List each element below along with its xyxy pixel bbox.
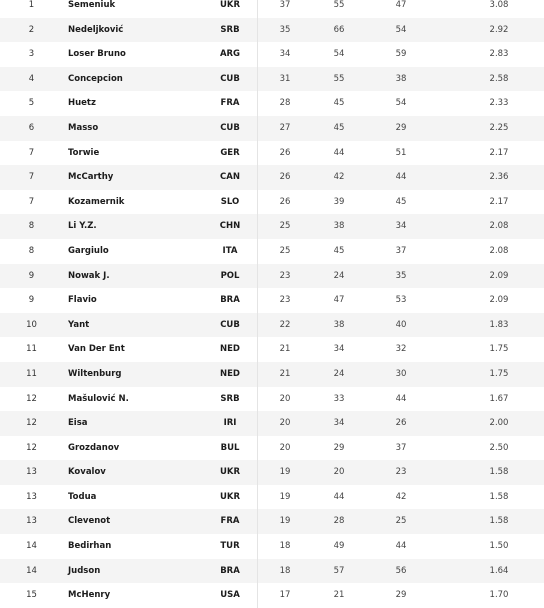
- stat-cell-1: 23: [279, 295, 291, 306]
- stat-cell-4: 1.50: [489, 541, 509, 552]
- column-divider: [257, 42, 258, 67]
- stat-cell-3: 44: [395, 393, 407, 404]
- stat-cell-2: 38: [333, 319, 345, 330]
- stat-cell-3: 47: [395, 0, 407, 10]
- player-name-cell: Kozamernik: [68, 196, 125, 207]
- rank-cell: 6: [28, 122, 35, 133]
- stat-cell-1: 18: [279, 541, 291, 552]
- stat-cell-3: 37: [395, 442, 407, 453]
- country-code-cell: SRB: [220, 24, 240, 35]
- rank-cell: 7: [28, 147, 35, 158]
- rank-cell: 7: [28, 196, 35, 207]
- stat-cell-2: 21: [333, 590, 345, 601]
- stat-cell-1: 37: [279, 0, 291, 10]
- country-code-cell: BRA: [220, 295, 240, 306]
- stat-cell-3: 23: [395, 467, 407, 478]
- stat-cell-2: 24: [333, 270, 345, 281]
- stat-cell-4: 3.08: [489, 0, 509, 10]
- rank-cell: 13: [26, 516, 37, 527]
- stat-cell-1: 26: [279, 196, 291, 207]
- stat-cell-1: 27: [279, 122, 291, 133]
- table-row[interactable]: [0, 264, 544, 289]
- rank-cell: 13: [26, 467, 37, 478]
- player-name-cell: Judson: [68, 565, 101, 576]
- table-row[interactable]: [0, 141, 544, 166]
- country-code-cell: BUL: [220, 442, 240, 453]
- player-name-cell: Nowak J.: [68, 270, 110, 281]
- country-code-cell: CUB: [220, 122, 240, 133]
- rank-cell: 9: [28, 270, 35, 281]
- country-code-cell: FRA: [220, 98, 240, 109]
- column-divider: [257, 18, 258, 43]
- stat-cell-4: 2.00: [489, 418, 509, 429]
- stat-cell-4: 2.25: [489, 122, 509, 133]
- stat-cell-4: 2.92: [489, 24, 509, 35]
- stat-cell-1: 18: [279, 565, 291, 576]
- stat-cell-1: 21: [279, 344, 291, 355]
- column-divider: [257, 485, 258, 510]
- country-code-cell: CUB: [220, 73, 240, 84]
- table-row[interactable]: [0, 67, 544, 92]
- player-name-cell: Masso: [68, 122, 99, 133]
- column-divider: [257, 534, 258, 559]
- rank-cell: 11: [26, 344, 37, 355]
- stat-cell-1: 34: [279, 49, 291, 60]
- rank-cell: 12: [26, 393, 37, 404]
- stat-cell-2: 54: [333, 49, 345, 60]
- player-name-cell: Yant: [68, 319, 90, 330]
- rank-cell: 7: [28, 172, 35, 183]
- player-name-cell: Eisa: [68, 418, 88, 429]
- stat-cell-3: 37: [395, 245, 407, 256]
- stat-cell-3: 53: [395, 295, 407, 306]
- stat-cell-2: 44: [333, 147, 345, 158]
- stat-cell-4: 2.17: [489, 196, 509, 207]
- stat-cell-2: 47: [333, 295, 345, 306]
- player-name-cell: Nedeljković: [68, 24, 124, 35]
- player-name-cell: Grozdanov: [68, 442, 120, 453]
- stat-cell-4: 1.64: [489, 565, 509, 576]
- stat-cell-3: 25: [395, 516, 407, 527]
- stat-cell-1: 20: [279, 393, 291, 404]
- stat-cell-1: 31: [279, 73, 291, 84]
- player-name-cell: Kovalov: [68, 467, 106, 478]
- stat-cell-2: 39: [333, 196, 345, 207]
- table-row[interactable]: [0, 18, 544, 43]
- stat-cell-2: 33: [333, 393, 345, 404]
- stat-cell-4: 2.17: [489, 147, 509, 158]
- stat-cell-1: 21: [279, 368, 291, 379]
- stat-cell-4: 2.09: [489, 295, 509, 306]
- player-name-cell: Semeniuk: [68, 0, 116, 10]
- country-code-cell: UKR: [219, 0, 241, 10]
- column-divider: [257, 436, 258, 461]
- player-name-cell: Li Y.Z.: [68, 221, 97, 232]
- table-row[interactable]: [0, 559, 544, 584]
- country-code-cell: POL: [220, 270, 240, 281]
- stat-cell-2: 24: [333, 368, 345, 379]
- stat-cell-1: 26: [279, 147, 291, 158]
- stat-cell-4: 2.33: [489, 98, 509, 109]
- rank-cell: 14: [26, 541, 37, 552]
- stat-cell-1: 25: [279, 221, 291, 232]
- stat-cell-2: 45: [333, 122, 345, 133]
- player-name-cell: Concepcion: [68, 73, 123, 84]
- stat-cell-3: 34: [395, 221, 407, 232]
- stat-cell-1: 23: [279, 270, 291, 281]
- table-row[interactable]: [0, 190, 544, 215]
- column-divider: [257, 0, 258, 18]
- stat-cell-4: 2.83: [489, 49, 509, 60]
- stat-cell-1: 19: [279, 491, 291, 502]
- column-divider: [257, 116, 258, 141]
- country-code-cell: CAN: [220, 172, 240, 183]
- rank-cell: 14: [26, 565, 37, 576]
- column-divider: [257, 214, 258, 239]
- stat-cell-3: 35: [395, 270, 407, 281]
- stat-cell-3: 40: [395, 319, 407, 330]
- stat-cell-2: 20: [333, 467, 345, 478]
- column-divider: [257, 67, 258, 92]
- column-divider: [257, 337, 258, 362]
- table-row[interactable]: [0, 583, 544, 608]
- stat-cell-3: 44: [395, 541, 407, 552]
- rank-cell: 3: [28, 49, 35, 60]
- column-divider: [257, 559, 258, 584]
- player-name-cell: Van Der Ent: [68, 344, 125, 355]
- stat-cell-1: 28: [279, 98, 291, 109]
- country-code-cell: CUB: [220, 319, 240, 330]
- table-row[interactable]: [0, 337, 544, 362]
- table-row[interactable]: [0, 239, 544, 264]
- rank-cell: 12: [26, 418, 37, 429]
- country-code-cell: IRI: [223, 418, 237, 429]
- stat-cell-1: 22: [279, 319, 291, 330]
- country-code-cell: USA: [220, 590, 240, 601]
- stat-cell-2: 57: [333, 565, 345, 576]
- stat-cell-2: 45: [333, 98, 345, 109]
- stat-cell-1: 20: [279, 442, 291, 453]
- stat-cell-2: 34: [333, 418, 345, 429]
- stat-cell-3: 38: [395, 73, 407, 84]
- rank-cell: 9: [28, 295, 35, 306]
- stat-cell-3: 44: [395, 172, 407, 183]
- player-name-cell: Gargiulo: [68, 245, 109, 256]
- stat-cell-1: 35: [279, 24, 291, 35]
- stat-cell-2: 38: [333, 221, 345, 232]
- stat-cell-3: 32: [395, 344, 407, 355]
- table-row[interactable]: [0, 362, 544, 387]
- table-row[interactable]: [0, 116, 544, 141]
- column-divider: [257, 288, 258, 313]
- player-name-cell: Loser Bruno: [68, 49, 126, 60]
- rank-cell: 11: [26, 368, 37, 379]
- table-row[interactable]: [0, 436, 544, 461]
- country-code-cell: CHN: [219, 221, 241, 232]
- stat-cell-2: 66: [333, 24, 345, 35]
- stat-cell-1: 25: [279, 245, 291, 256]
- table-row[interactable]: [0, 288, 544, 313]
- stat-cell-3: 29: [395, 122, 407, 133]
- rank-cell: 12: [26, 442, 37, 453]
- column-divider: [257, 460, 258, 485]
- stat-cell-4: 1.75: [489, 368, 509, 379]
- stat-cell-3: 56: [395, 565, 407, 576]
- rank-cell: 8: [28, 221, 35, 232]
- stat-cell-2: 49: [333, 541, 345, 552]
- stat-cell-3: 26: [395, 418, 407, 429]
- player-name-cell: Huetz: [68, 98, 96, 109]
- country-code-cell: NED: [220, 344, 240, 355]
- table-row[interactable]: [0, 42, 544, 67]
- player-name-cell: Todua: [68, 491, 97, 502]
- player-name-cell: Mašulović N.: [68, 393, 129, 404]
- country-code-cell: NED: [220, 368, 240, 379]
- country-code-cell: TUR: [220, 541, 240, 552]
- table-row[interactable]: [0, 313, 544, 338]
- country-code-cell: UKR: [219, 491, 241, 502]
- stat-cell-2: 55: [333, 73, 345, 84]
- table-row[interactable]: [0, 509, 544, 534]
- column-divider: [257, 165, 258, 190]
- stat-cell-2: 55: [333, 0, 345, 10]
- rank-cell: 2: [28, 24, 35, 35]
- stat-cell-3: 59: [395, 49, 407, 60]
- stat-cell-4: 2.50: [489, 442, 509, 453]
- column-divider: [257, 264, 258, 289]
- stat-cell-3: 30: [395, 368, 407, 379]
- column-divider: [257, 411, 258, 436]
- player-name-cell: Bedirhan: [68, 541, 112, 552]
- stat-cell-4: 1.83: [489, 319, 509, 330]
- stat-cell-3: 42: [395, 491, 407, 502]
- stat-cell-4: 1.70: [489, 590, 509, 601]
- table-row[interactable]: [0, 214, 544, 239]
- column-divider: [257, 239, 258, 264]
- country-code-cell: FRA: [220, 516, 240, 527]
- stat-cell-4: 1.58: [489, 516, 509, 527]
- player-name-cell: Flavio: [68, 295, 97, 306]
- stat-cell-2: 29: [333, 442, 345, 453]
- country-code-cell: ARG: [219, 49, 241, 60]
- stat-cell-2: 34: [333, 344, 345, 355]
- stat-cell-2: 42: [333, 172, 345, 183]
- player-name-cell: Clevenot: [68, 516, 111, 527]
- player-name-cell: Torwie: [68, 147, 100, 158]
- stat-cell-1: 17: [279, 590, 291, 601]
- table-row[interactable]: [0, 91, 544, 116]
- rank-cell: 13: [26, 491, 37, 502]
- stat-cell-3: 51: [395, 147, 407, 158]
- stat-cell-3: 54: [395, 98, 407, 109]
- stat-cell-4: 1.58: [489, 491, 509, 502]
- rank-cell: 8: [28, 245, 35, 256]
- player-name-cell: Wiltenburg: [68, 368, 122, 379]
- table-row[interactable]: [0, 534, 544, 559]
- stat-cell-1: 19: [279, 467, 291, 478]
- country-code-cell: BRA: [220, 565, 240, 576]
- stat-cell-3: 29: [395, 590, 407, 601]
- country-code-cell: UKR: [219, 467, 241, 478]
- stat-cell-4: 2.09: [489, 270, 509, 281]
- stat-cell-4: 2.36: [489, 172, 509, 183]
- column-divider: [257, 141, 258, 166]
- stat-cell-2: 45: [333, 245, 345, 256]
- country-code-cell: SRB: [220, 393, 240, 404]
- stat-cell-4: 2.08: [489, 245, 509, 256]
- stat-cell-4: 2.08: [489, 221, 509, 232]
- column-divider: [257, 509, 258, 534]
- column-divider: [257, 91, 258, 116]
- stat-cell-1: 19: [279, 516, 291, 527]
- country-code-cell: SLO: [220, 196, 240, 207]
- stat-cell-4: 1.58: [489, 467, 509, 478]
- column-divider: [257, 362, 258, 387]
- table-row[interactable]: [0, 460, 544, 485]
- table-row[interactable]: [0, 411, 544, 436]
- column-divider: [257, 313, 258, 338]
- stat-cell-2: 28: [333, 516, 345, 527]
- rank-cell: 10: [26, 319, 37, 330]
- rank-cell: 15: [26, 590, 37, 601]
- player-name-cell: McCarthy: [68, 172, 114, 183]
- table-row[interactable]: [0, 485, 544, 510]
- stat-cell-1: 26: [279, 172, 291, 183]
- table-row[interactable]: [0, 165, 544, 190]
- table-row[interactable]: [0, 387, 544, 412]
- column-divider: [257, 190, 258, 215]
- stat-cell-1: 20: [279, 418, 291, 429]
- rank-cell: 1: [28, 0, 35, 10]
- column-divider: [257, 583, 258, 608]
- rank-cell: 5: [28, 98, 35, 109]
- stat-cell-2: 44: [333, 491, 345, 502]
- stat-cell-3: 54: [395, 24, 407, 35]
- stat-cell-4: 1.75: [489, 344, 509, 355]
- table-row[interactable]: [0, 0, 544, 18]
- stat-cell-4: 2.58: [489, 73, 509, 84]
- country-code-cell: GER: [220, 147, 240, 158]
- country-code-cell: ITA: [222, 245, 238, 256]
- column-divider: [257, 387, 258, 412]
- stat-cell-3: 45: [395, 196, 407, 207]
- rank-cell: 4: [28, 73, 35, 84]
- player-name-cell: McHenry: [68, 590, 111, 601]
- stat-cell-4: 1.67: [489, 393, 509, 404]
